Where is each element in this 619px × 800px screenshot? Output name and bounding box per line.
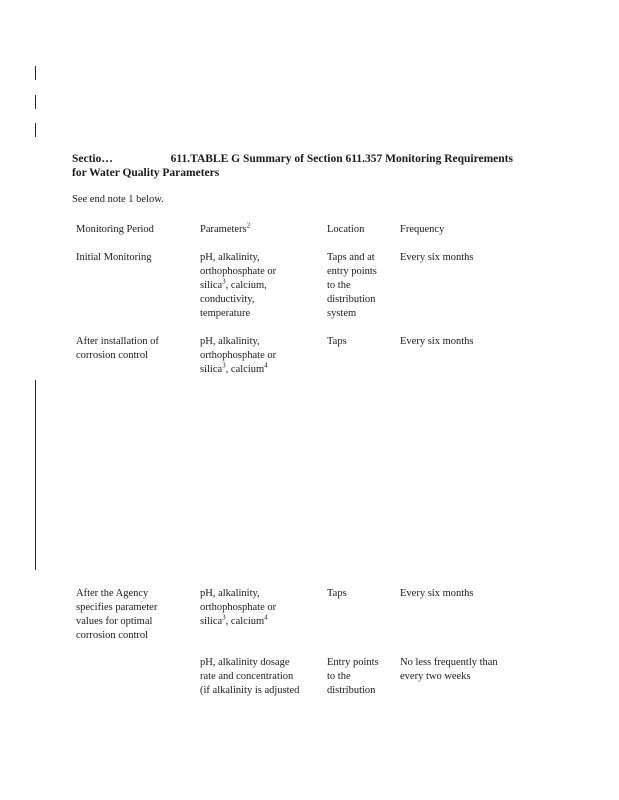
revision-bar — [35, 380, 36, 570]
table-cell-location: Taps — [327, 336, 347, 347]
table-cell-location: Taps and at entry points to the distribution system — [327, 252, 377, 319]
table-cell-parameters: pH, alkalinity, orthophosphate or silica$^3$, calcium$^4$ — [200, 336, 277, 375]
header-location: Location — [327, 224, 365, 235]
table-cell-period: After the Agency specifies parameter values for optimal corrosion control — [76, 588, 158, 641]
table-cell-frequency: Every six months — [400, 588, 474, 599]
title-subheading: for Water Quality Parameters — [72, 167, 220, 179]
title-heading: 611.TABLE G Summary of Section 611.357 Monitoring Requirements — [170, 153, 513, 165]
header-monitoring-period: Monitoring Period — [76, 224, 154, 235]
table-cell-location: Entry points to the distribution — [327, 657, 379, 696]
table-cell-period: Initial Monitoring — [76, 252, 152, 263]
title-section-label: Sectio… — [72, 153, 113, 165]
table-title — [72, 152, 552, 180]
table-cell-period: After installation of corrosion control — [76, 336, 159, 361]
revision-bar — [35, 95, 36, 109]
revision-bar — [35, 66, 36, 80]
table-cell-parameters: pH, alkalinity, orthophosphate or silica$^3$, calcium, conductivity, temperature — [200, 252, 277, 319]
header-parameters: Parameters$^2$ — [200, 221, 251, 235]
revision-bar — [35, 123, 36, 137]
table-cell-parameters: pH, alkalinity, orthophosphate or silica$^3$, calcium$^4$ — [200, 588, 277, 627]
table-cell-frequency: Every six months — [400, 336, 474, 347]
table-cell-location: Taps — [327, 588, 347, 599]
table-cell-frequency: Every six months — [400, 252, 474, 263]
table-cell-parameters: pH, alkalinity dosage rate and concentration (if alkalinity is adjusted — [200, 657, 300, 696]
header-frequency: Frequency — [400, 224, 445, 235]
end-note-reference: See end note 1 below. — [72, 194, 164, 205]
table-cell-frequency: No less frequently than every two weeks — [400, 657, 498, 682]
